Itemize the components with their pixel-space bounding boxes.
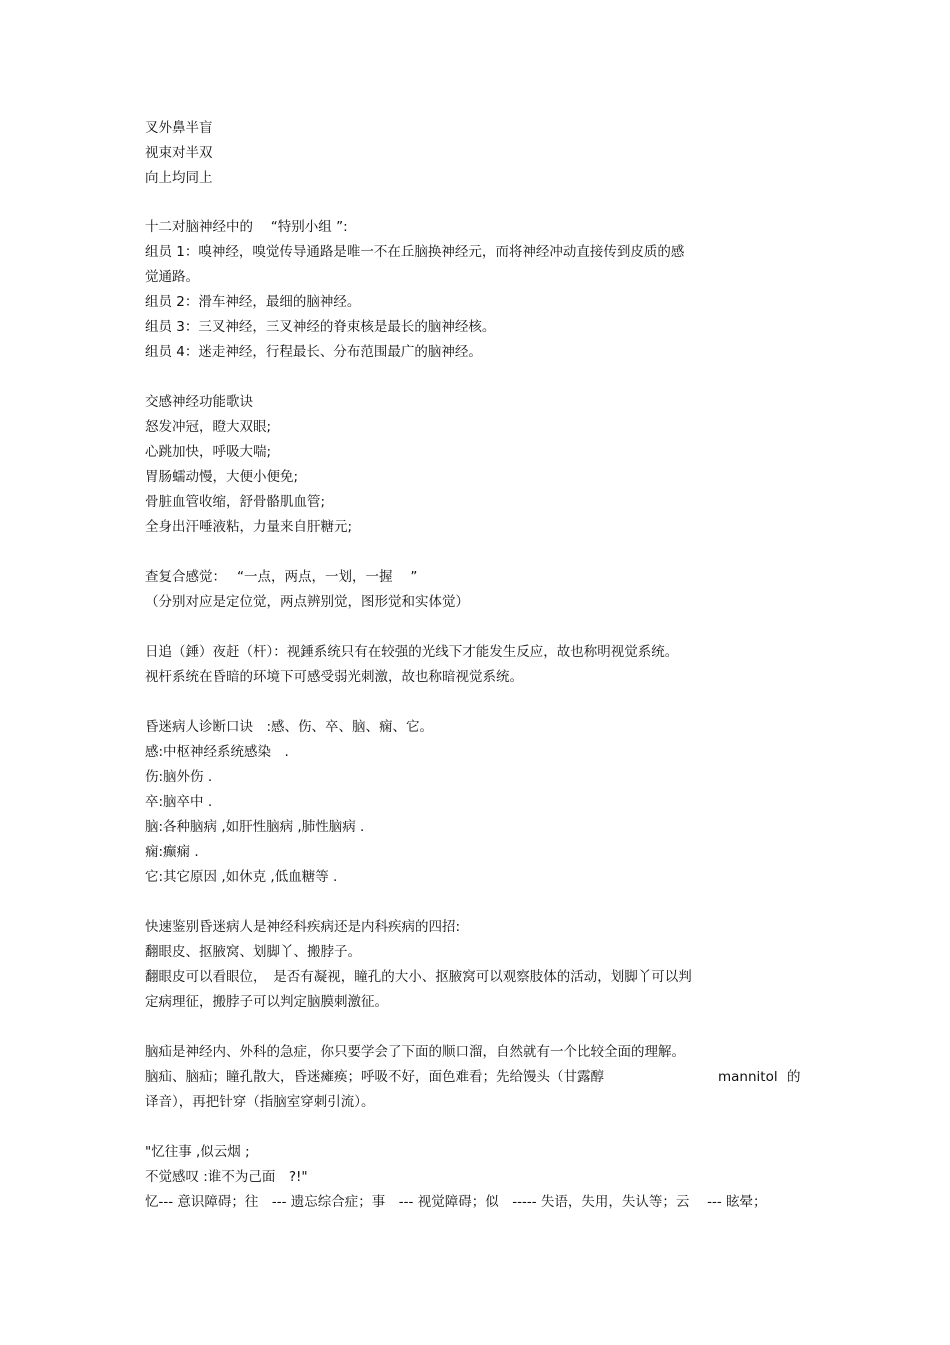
text-line: 视束对半双 [145,145,213,161]
section-heading: 快速鉴别昏迷病人是神经科疾病还是内科疾病的四招: [145,919,461,935]
text-line: 日追（錘）夜赶（杆）：视錘系统只有在较强的光线下才能发生反应，故也称明视觉系统。 [145,644,679,660]
text-line: 叉外鼻半盲 [145,120,213,136]
text-line: 定病理征，搬脖子可以判定脑膜刺激征。 [145,994,388,1010]
text-word: mannitol [718,1069,778,1085]
text-line: 感:中枢神经系统感染 . [145,744,289,760]
section-heading: 交感神经功能歌诀 [145,394,253,410]
text-word: 的 [787,1069,801,1085]
text-line: 胃肠蠕动慢，大便小便免; [145,469,299,485]
text-line: 伤:脑外伤 . [145,769,213,785]
text-line: （分别对应是定位觉，两点辨别觉，图形觉和实体觉） [145,594,469,610]
text-line: 组员 2：滑车神经，最细的脑神经。 [145,294,361,310]
text-line: 它:其它原因 ,如休克 ,低血糖等 . [145,869,338,885]
text-line: 卒:脑卒中 . [145,794,213,810]
text-line: 组员 3：三叉神经，三叉神经的脊束核是最长的脑神经核。 [145,319,496,335]
text-line: 心跳加快，呼吸大喘; [145,444,272,460]
text-line: 脑疝、脑疝；瞳孔散大，昏迷瘫痪；呼吸不好，面色难看；先给馒头（甘露醇 [145,1069,604,1085]
text-line: 痫:癫痫 . [145,844,199,860]
text-line: 忆--- 意识障碍；往 --- 遗忘综合症；事 --- 视觉障碍；似 ----- 失语，失用，失认等；云 --- 眩晕； [145,1194,767,1210]
text-line: 译音），再把针穿（指脑室穿刺引流）。 [145,1094,375,1110]
text-line: 向上均同上 [145,170,213,186]
text-line: 组员 4：迷走神经，行程最长、分布范围最广的脑神经。 [145,344,482,360]
text-line: 脑疝是神经内、外科的急症，你只要学会了下面的顺口溜，自然就有一个比较全面的理解。 [145,1044,685,1060]
text-line: 视杆系统在昏暗的环境下可感受弱光刺激，故也称暗视觉系统。 [145,669,523,685]
text-line: 不觉感叹 :谁不为己面 ?!" [145,1169,308,1185]
text-line: 翻眼皮可以看眼位， 是否有凝视，瞳孔的大小、抠腋窝可以观察肢体的活动，划脚丫可以判 [145,969,692,985]
text-line: 怒发冲冠，瞪大双眼; [145,419,272,435]
section-heading: 查复合感觉： “一点，两点，一划，一握 ” [145,569,418,585]
text-line: 组员 1：嗅神经，嗅觉传导通路是唯一不在丘脑换神经元，而将神经冲动直接传到皮质的感 [145,244,685,260]
text-line: 觉通路。 [145,269,199,285]
text-line: 全身出汗唾液粘，力量来自肝糖元; [145,519,353,535]
text-line: 脑:各种脑病 ,如肝性脑病 ,肺性脑病 . [145,819,365,835]
section-heading: 昏迷病人诊断口诀 :感、伤、卒、脑、痫、它。 [145,719,434,735]
section-heading: 十二对脑神经中的 “特别小组 ”: [145,219,348,235]
text-line: 翻眼皮、抠腋窝、划脚丫、搬脖子。 [145,944,361,960]
text-line: "忆往事 ,似云烟 ; [145,1144,250,1160]
text-line: 骨脏血管收缩，舒骨骼肌血管; [145,494,326,510]
